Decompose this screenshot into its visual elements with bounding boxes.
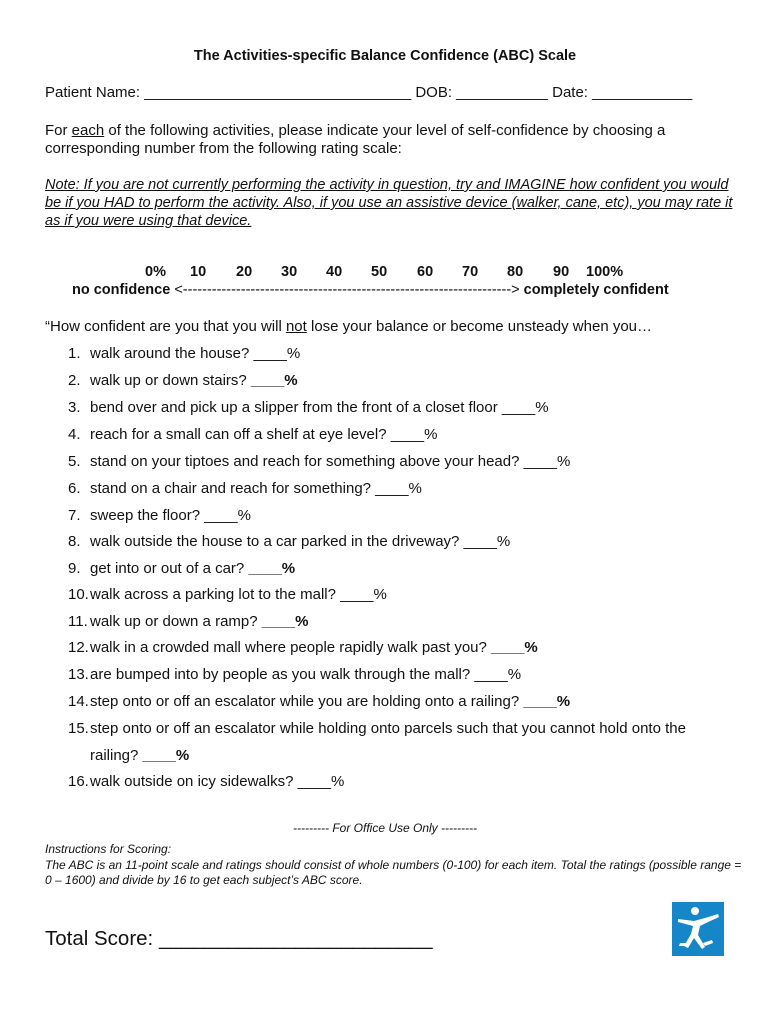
item-number: 1.: [68, 345, 81, 362]
scoring-instructions: [45, 842, 745, 889]
item-text: step onto or off an escalator while holding onto parcels such that you cannot hold onto the: [90, 720, 686, 737]
question-prefix: “How confident are you that you will: [45, 318, 286, 335]
instructions-prefix: For: [45, 122, 72, 139]
activity-item: [68, 560, 295, 577]
item-text: walk outside on icy sidewalks? ____%: [90, 773, 345, 790]
item-blank: ____%: [491, 639, 538, 656]
scale-value: 0%: [145, 264, 166, 280]
activity-item: [68, 586, 387, 603]
item-text: walk outside the house to a car parked in the driveway? ____%: [90, 533, 511, 550]
confidence-scale: [72, 282, 669, 298]
scale-value: 60: [417, 264, 434, 280]
item-text: bend over and pick up a slipper from the front of a closet floor ____%: [90, 399, 549, 416]
item-blank: ____%: [523, 693, 571, 710]
patient-info-line: Patient Name: ________________________________ DOB: ___________ Date: ____________: [45, 84, 693, 101]
item-text: sweep the floor? ____%: [90, 507, 251, 524]
question-emphasis: not: [285, 318, 307, 335]
item-blank: ____%: [250, 372, 298, 389]
figure-icon: [672, 902, 724, 956]
item-number: 4.: [68, 426, 81, 443]
item-number: 2.: [68, 372, 81, 389]
scoring-text: The ABC is an 11-point scale and ratings should consist of whole numbers (0-100) for each item. Total the ratings (possible range = 0 – 1600) and divide by 16 to get each subject’s ABC score.: [45, 857, 742, 887]
item-text: get into or out of a car?: [90, 560, 249, 577]
activity-item: [68, 372, 298, 389]
item-number: 10.: [68, 586, 89, 603]
question-stem: [45, 318, 652, 335]
scale-value: 20: [236, 264, 253, 280]
instructions-suffix: of the following activities, please indicate your level of self-confidence by choosing a corresponding number from the following rating scale:: [45, 122, 666, 157]
item-number: 14.: [68, 693, 89, 710]
activity-item: [68, 693, 570, 710]
scale-arrow: <-------------------------------------------------------------------->: [174, 282, 520, 298]
form-title: The Activities-specific Balance Confidence (ABC) Scale: [193, 48, 577, 64]
item-number: 15.: [68, 720, 89, 737]
activity-item: [68, 639, 538, 656]
activity-item: [68, 426, 437, 443]
item-number: 8.: [68, 533, 81, 550]
activity-item: [68, 720, 686, 737]
item-text: walk in a crowded mall where people rapidly walk past you?: [90, 639, 492, 656]
item-text: walk up or down a ramp?: [90, 613, 262, 630]
item-text: walk up or down stairs?: [90, 372, 251, 389]
scale-value: 80: [507, 264, 524, 280]
activity-item: [68, 480, 422, 497]
scale-value: 50: [371, 264, 388, 280]
item-text: step onto or off an escalator while you are holding onto a railing?: [90, 693, 524, 710]
activity-item: [68, 613, 308, 630]
item-number: 11.: [68, 613, 88, 630]
item-blank: ____%: [248, 560, 296, 577]
item-text: walk around the house? ____%: [90, 345, 301, 362]
item-text: stand on your tiptoes and reach for something above your head? ____%: [90, 453, 571, 470]
activity-item: [68, 399, 549, 416]
scale-value: 90: [553, 264, 570, 280]
activity-item: [68, 666, 521, 683]
scale-value: 100%: [586, 264, 624, 280]
item-number: 7.: [68, 507, 81, 524]
item-blank: ____%: [142, 747, 190, 764]
scale-value: 30: [281, 264, 298, 280]
activity-item: [68, 533, 510, 550]
accessibility-figure-logo-icon: [672, 902, 724, 956]
question-suffix: lose your balance or become unsteady when you…: [306, 318, 653, 335]
activity-item: [68, 773, 344, 790]
rating-instructions: [45, 122, 735, 158]
activity-item: [68, 507, 251, 524]
scale-low-label: no confidence: [72, 282, 171, 298]
item-text: stand on a chair and reach for something? ____%: [90, 480, 422, 497]
instructions-emphasis: each: [71, 122, 105, 139]
scoring-heading: Instructions for Scoring:: [45, 842, 172, 856]
item-blank: ____%: [261, 613, 309, 630]
note-text: Note: If you are not currently performing the activity in question, try and IMAGINE how confident you would be if you HAD to perform the activity. Also, if you use an assistive device (walker, cane, etc), you may rate it as if you were using that device.: [45, 177, 733, 229]
item-number: 5.: [68, 453, 81, 470]
office-use-divider: --------- For Office Use Only ---------: [293, 821, 477, 835]
total-score-line: Total Score: ________________________: [45, 927, 433, 950]
item-number: 3.: [68, 399, 81, 416]
scale-high-label: completely confident: [523, 282, 669, 298]
item-number: 9.: [68, 560, 81, 577]
item-text: are bumped into by people as you walk through the mall? ____%: [90, 666, 522, 683]
activity-item: [68, 453, 570, 470]
item-text: railing?: [90, 747, 143, 764]
activity-item: [68, 345, 300, 362]
item-number: 13.: [68, 666, 89, 683]
item-number: 6.: [68, 480, 81, 497]
item-number: 16.: [68, 773, 89, 790]
item-text: reach for a small can off a shelf at eye level? ____%: [90, 426, 438, 443]
scale-value: 40: [326, 264, 343, 280]
item-text: walk across a parking lot to the mall? ____%: [90, 586, 387, 603]
item-number: 12.: [68, 639, 89, 656]
scale-value: 70: [462, 264, 479, 280]
scale-value: 10: [190, 264, 207, 280]
activity-item-continuation: [68, 747, 189, 764]
